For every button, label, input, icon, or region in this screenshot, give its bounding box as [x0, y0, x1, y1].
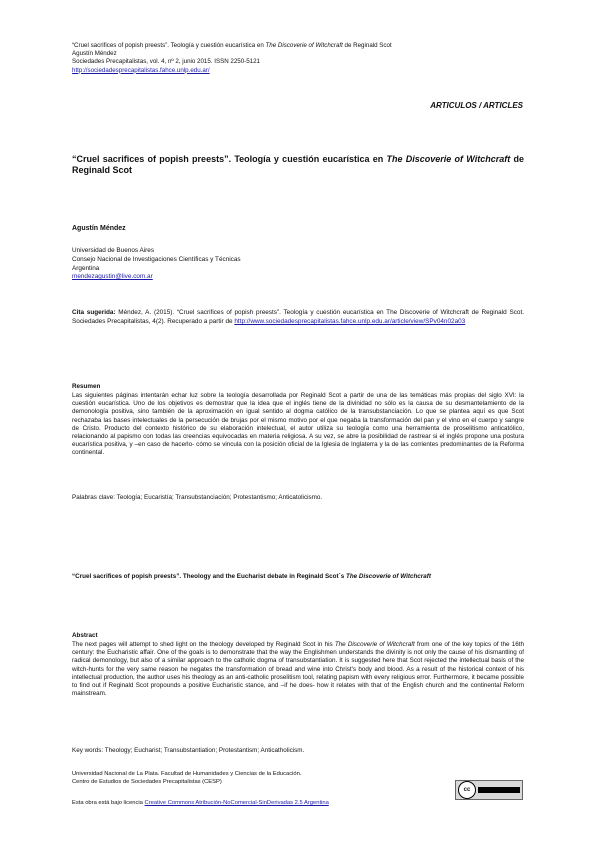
resumen-body: Las siguientes páginas intentarán echar luz sobre la teología desarrollada por Reginald Scot a partir de una de las temáticas más propias del siglo XVI: la cuestión eucarística. Uno de los objetivos es demostrar que la idea que el inglés tiene de la divinidad no sólo es la causa de su desmantelamiento de la demonología positiva, sino también de la aproximación en igual sentido al dogma católico de la transubstanciación. Lo que se plantea aquí es que Scot rechazaba las bases intelectuales de la persecución de brujas por el mismo motivo por el que negaba la transformación del pan y el vino en el cuerpo y sangre de Cristo. Producto del contexto histórico de su elaboración intelectual, el autor utiliza su teología como una herramienta de proselitismo anticatólico, relacionando al papismo con todas las creencias equivocadas en materia religiosa. A su vez, se abre la posibilidad de rastrear si el inglés propone una postura eucarística positiva, y –en caso de hacerlo- cómo se vincula con la posición oficial de la Iglesia de Inglaterra y la de las corrientes predominantes de la Reforma continental. [72, 392, 524, 457]
author-email-link[interactable]: mendezagustin@live.com.ar [72, 273, 153, 281]
cc-icon: cc [458, 781, 476, 799]
abstract-body: The next pages will attempt to shed light on the theology developed by Reginald Scot in his The Discoverie of Witchcraft from one of the key topics of the 16th century: the Eucharistic affair. One of the goals is to demonstrate that the way the Englishmen understands the divinity is not only the cause of his dismantling of radical demonology, but also of a similar approach to the catholic dogma of transubstantiation. It is suggested here that Scot rejected the intellectual basis of the witch-hunts for the very same reason he negates the transformation of bread and wine into Christ's body and blood. As a result of the historical context of his intellectual production, the author uses his theology as an anti-catholic proselitism tool, relating papism with every religious error. Furthermore, it became possible to find out if Reginald Scot propounds a positive Eucharistic stance, and –if he does- how it relates with that of the English church and the continental Reform mainstream. [72, 641, 524, 698]
resumen-heading: Resumen [72, 383, 101, 390]
palabras-clave: Palabras clave: Teología; Eucaristía; Transubstanciación; Protestantismo; Anticatolicismo. [72, 494, 323, 501]
citation-label: Cita sugerida: [72, 309, 116, 316]
suggested-citation: Cita sugerida: Méndez, A. (2015). “Cruel sacrifices of popish preests”. Teología y cuestión eucarística en The Discoverie of Witchcraft de Reginald Scot. Sociedades Precapitalistas, 4(2). Recuperado a partir de http://www.sociedadesprecapitalistas.fahce.unlp.edu.ar/article/view/SPv04n02a03 [72, 309, 525, 325]
affiliation-country: Argentina [72, 264, 100, 272]
affiliation-university: Universidad de Buenos Aires [72, 247, 155, 254]
footer-center: Centro de Estudios de Sociedades Precapitalistas (CESP) [72, 778, 222, 785]
license-line: Esta obra está bajo licencia Creative Commons Atribución-NoComercial-SinDerivadas 2.5 Argentina [72, 800, 329, 806]
by-nc-nd-icon [478, 787, 520, 793]
header-journal: Sociedades Precapitalistas, vol. 4, nº 2, junio 2015. ISSN 2250-5121 [72, 58, 261, 66]
header-url[interactable]: http://sociedadesprecapitalistas.fahce.unlp.edu.ar/ [72, 66, 210, 74]
license-link[interactable]: Creative Commons Atribución-NoComercial-SinDerivadas 2.5 Argentina [144, 800, 329, 806]
affiliation [72, 247, 241, 282]
abstract-heading: Abstract [72, 632, 98, 639]
english-title: “Cruel sacrifices of popish preests”. Theology and the Eucharist debate in Reginald Scot´s The Discoverie of Witchcraft [72, 573, 431, 580]
cc-license-badge[interactable] [455, 780, 523, 800]
footer-institution [72, 771, 301, 786]
header-author: Agustín Méndez [72, 50, 117, 58]
article-title: “Cruel sacrifices of popish preests”. Teología y cuestión eucarística en The Discoverie of Witchcraft de Reginald Scot [72, 154, 524, 175]
footer-university: Universidad Nacional de La Plata. Facultad de Humanidades y Ciencias de la Educación. [72, 771, 302, 777]
citation-url-link[interactable]: http://www.sociedadesprecapitalistas.fahce.unlp.edu.ar/article/view/SPv04n02a03 [234, 318, 466, 325]
author-name: Agustín Méndez [72, 225, 126, 232]
affiliation-council: Consejo Nacional de Investigaciones Científicas y Técnicas [72, 255, 241, 263]
key-words: Key words: Theology; Eucharist; Transubstantiation; Protestantism; Anticatholicism. [72, 747, 305, 754]
running-header [72, 42, 392, 75]
section-label: ARTICULOS / ARTICLES [430, 101, 523, 110]
header-title-line: “Cruel sacrifices of popish preests”. Teología y cuestión eucarística en The Discoverie of Witchcraft de Reginald Scot [72, 42, 392, 49]
